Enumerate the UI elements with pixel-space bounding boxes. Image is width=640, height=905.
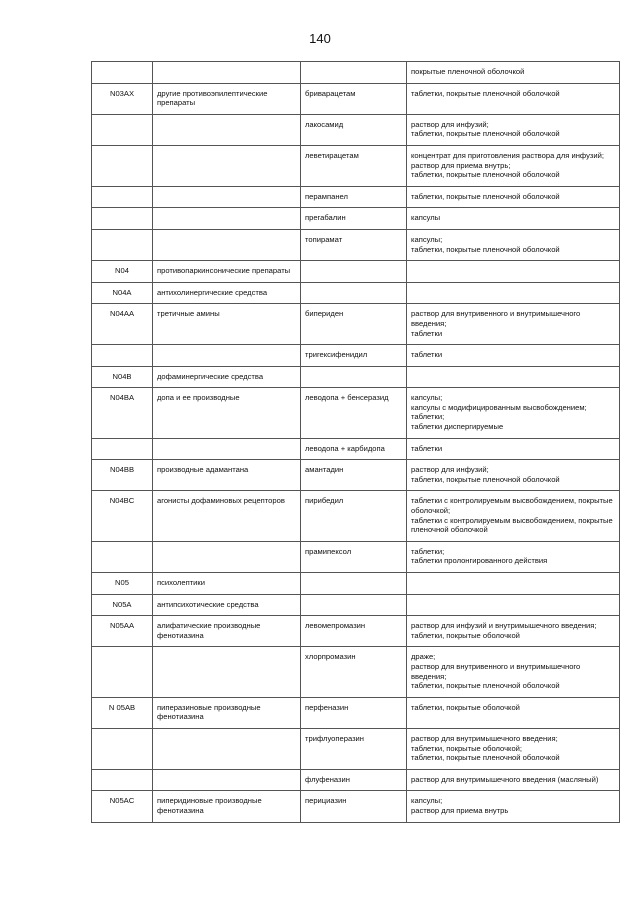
dosage-form-line: капсулы;	[411, 234, 443, 244]
drug-name-cell: хлорпромазин	[301, 647, 407, 697]
drug-name-cell: трифлуоперазин	[301, 728, 407, 769]
table-row	[92, 345, 620, 367]
dosage-form-line: раствор для приема внутрь;	[411, 160, 511, 170]
group-name-cell	[153, 728, 301, 769]
drug-name-cell	[301, 573, 407, 595]
atc-code-cell	[92, 438, 153, 460]
drug-name-cell: леветирацетам	[301, 145, 407, 186]
group-name-cell	[153, 208, 301, 230]
drug-name-cell: перициазин	[301, 791, 407, 822]
dosage-form-line: таблетки, покрытые пленочной оболочкой	[411, 474, 560, 484]
dosage-forms-cell	[407, 438, 620, 460]
dosage-forms-cell	[407, 388, 620, 438]
drug-name-cell: перампанел	[301, 186, 407, 208]
dosage-form-line: таблетки, покрытые оболочкой;	[411, 743, 523, 753]
dosage-form-line: таблетки;	[411, 546, 445, 556]
dosage-form-line: раствор для приема внутрь	[411, 805, 509, 815]
drug-name-cell: перфеназин	[301, 697, 407, 728]
atc-code-cell	[92, 186, 153, 208]
atc-code-cell: N04	[92, 261, 153, 283]
dosage-form-line: таблетки, покрытые пленочной оболочкой	[411, 129, 560, 139]
dosage-form-line: таблетки, покрытые пленочной оболочкой	[411, 170, 560, 180]
dosage-form-line: таблетки, покрытые оболочкой	[411, 630, 520, 640]
dosage-form-line: таблетки	[411, 443, 443, 453]
drug-name-cell	[301, 366, 407, 388]
dosage-forms-cell	[407, 573, 620, 595]
dosage-forms-cell	[407, 345, 620, 367]
atc-code-cell	[92, 208, 153, 230]
table-row	[92, 616, 620, 647]
dosage-forms-cell	[407, 728, 620, 769]
dosage-forms-cell	[407, 83, 620, 114]
group-name-cell	[153, 62, 301, 84]
dosage-form-line: раствор для внутривенного и внутримышечного введения;	[411, 309, 581, 328]
group-name-cell	[153, 145, 301, 186]
dosage-forms-cell	[407, 366, 620, 388]
dosage-form-line: драже;	[411, 652, 436, 662]
table-row	[92, 594, 620, 616]
table-row	[92, 282, 620, 304]
dosage-forms-cell	[407, 114, 620, 145]
drug-name-cell: пирибедил	[301, 491, 407, 541]
group-name-cell	[153, 186, 301, 208]
atc-code-cell	[92, 114, 153, 145]
atc-code-cell: N05	[92, 573, 153, 595]
dosage-form-line: таблетки, покрытые оболочкой	[411, 702, 520, 712]
table-row	[92, 573, 620, 595]
dosage-form-line: таблетки с контролируемым высвобождением, покрытые пленочной оболочкой	[411, 515, 613, 535]
drug-name-cell: флуфеназин	[301, 769, 407, 791]
atc-code-cell	[92, 229, 153, 260]
dosage-forms-cell	[407, 541, 620, 572]
drug-name-cell: левомепромазин	[301, 616, 407, 647]
dosage-form-line: раствор для инфузий;	[411, 119, 489, 129]
dosage-forms-cell	[407, 491, 620, 541]
dosage-forms-cell	[407, 261, 620, 283]
dosage-forms-cell	[407, 769, 620, 791]
dosage-forms-cell	[407, 460, 620, 491]
group-name-cell: другие противоэпилептические препараты	[153, 83, 301, 114]
group-name-cell	[153, 769, 301, 791]
dosage-form-line: раствор для внутривенного и внутримышечного введения;	[411, 661, 581, 681]
group-name-cell: третичные амины	[153, 304, 301, 345]
table-row	[92, 769, 620, 791]
dosage-form-line: таблетки пролонгированного действия	[411, 556, 548, 566]
table-row	[92, 304, 620, 345]
table-row	[92, 62, 620, 84]
dosage-form-line: таблетки, покрытые пленочной оболочкой	[411, 681, 560, 691]
group-name-cell: дофаминергические средства	[153, 366, 301, 388]
atc-code-cell: N03AX	[92, 83, 153, 114]
table-row	[92, 145, 620, 186]
dosage-form-line: капсулы;	[411, 796, 443, 806]
atc-code-cell	[92, 145, 153, 186]
atc-code-cell: N 05AB	[92, 697, 153, 728]
dosage-forms-cell	[407, 186, 620, 208]
atc-code-cell: N05AA	[92, 616, 153, 647]
drug-name-cell: леводопа + карбидопа	[301, 438, 407, 460]
atc-code-cell	[92, 62, 153, 84]
table-row	[92, 229, 620, 260]
atc-code-cell: N04B	[92, 366, 153, 388]
group-name-cell: алифатические производные фенотиазина	[153, 616, 301, 647]
dosage-forms-cell	[407, 304, 620, 345]
table-row	[92, 366, 620, 388]
drug-name-cell	[301, 261, 407, 283]
dosage-forms-cell	[407, 229, 620, 260]
drug-name-cell: леводопа + бенсеразид	[301, 388, 407, 438]
table-row	[92, 541, 620, 572]
group-name-cell	[153, 438, 301, 460]
table-row	[92, 647, 620, 697]
dosage-form-line: капсулы	[411, 213, 441, 223]
dosage-forms-cell	[407, 647, 620, 697]
table-row	[92, 186, 620, 208]
dosage-form-line: таблетки;	[411, 412, 445, 422]
drug-name-cell: тригексифенидил	[301, 345, 407, 367]
drug-name-cell: прамипексол	[301, 541, 407, 572]
dosage-forms-cell	[407, 594, 620, 616]
drug-name-cell: лакосамид	[301, 114, 407, 145]
atc-code-cell	[92, 728, 153, 769]
group-name-cell: пиперидиновые производные фенотиазина	[153, 791, 301, 822]
group-name-cell: противопаркинсонические препараты	[153, 261, 301, 283]
group-name-cell	[153, 541, 301, 572]
dosage-forms-cell	[407, 208, 620, 230]
drug-name-cell: прегабалин	[301, 208, 407, 230]
table-row	[92, 208, 620, 230]
atc-code-cell: N04A	[92, 282, 153, 304]
dosage-form-line: концентрат для приготовления раствора для инфузий;	[411, 150, 604, 160]
dosage-forms-cell	[407, 697, 620, 728]
table-row	[92, 791, 620, 822]
group-name-cell: допа и ее производные	[153, 388, 301, 438]
dosage-form-line: раствор для внутримышечного введения (масляный)	[411, 774, 599, 784]
dosage-forms-cell	[407, 145, 620, 186]
dosage-form-line: капсулы;	[411, 393, 443, 403]
group-name-cell: антипсихотические средства	[153, 594, 301, 616]
dosage-form-line: таблетки, покрытые пленочной оболочкой	[411, 753, 560, 763]
page-number: 140	[309, 31, 331, 46]
atc-code-cell	[92, 345, 153, 367]
group-name-cell	[153, 114, 301, 145]
table-row	[92, 83, 620, 114]
drug-name-cell	[301, 594, 407, 616]
atc-code-cell	[92, 541, 153, 572]
drug-name-cell: амантадин	[301, 460, 407, 491]
table-row	[92, 728, 620, 769]
dosage-forms-cell	[407, 282, 620, 304]
table-body	[92, 62, 620, 823]
dosage-form-line: таблетки, покрытые пленочной оболочкой	[411, 191, 560, 201]
group-name-cell: агонисты дофаминовых рецепторов	[153, 491, 301, 541]
drug-name-cell: бриварацетам	[301, 83, 407, 114]
atc-code-cell	[92, 647, 153, 697]
drug-name-cell: топирамат	[301, 229, 407, 260]
atc-code-cell: N04BA	[92, 388, 153, 438]
drug-name-cell: бипериден	[301, 304, 407, 345]
group-name-cell	[153, 647, 301, 697]
table-row	[92, 491, 620, 541]
table-row	[92, 438, 620, 460]
group-name-cell	[153, 345, 301, 367]
dosage-form-line: раствор для инфузий;	[411, 465, 489, 475]
dosage-form-line: капсулы с модифицированным высвобождением;	[411, 402, 587, 412]
group-name-cell	[153, 229, 301, 260]
table-row	[92, 697, 620, 728]
atc-code-cell	[92, 769, 153, 791]
group-name-cell: психолептики	[153, 573, 301, 595]
dosage-form-line: покрытые пленочной оболочкой	[411, 67, 525, 76]
table-row	[92, 114, 620, 145]
group-name-cell: производные адамантана	[153, 460, 301, 491]
table-row	[92, 460, 620, 491]
table-row	[92, 388, 620, 438]
atc-code-cell: N04AA	[92, 304, 153, 345]
dosage-form-line: раствор для внутримышечного введения;	[411, 733, 558, 743]
drug-name-cell	[301, 62, 407, 84]
group-name-cell: антихолинергические средства	[153, 282, 301, 304]
dosage-form-line: таблетки диспергируемые	[411, 422, 504, 432]
atc-code-cell: N05AC	[92, 791, 153, 822]
atc-code-cell: N04BC	[92, 491, 153, 541]
dosage-form-line: таблетки	[411, 350, 443, 360]
atc-code-cell: N04BB	[92, 460, 153, 491]
dosage-form-line: таблетки	[411, 328, 443, 338]
group-name-cell: пиперазиновые производные фенотиазина	[153, 697, 301, 728]
table-row	[92, 261, 620, 283]
atc-code-cell: N05A	[92, 594, 153, 616]
dosage-forms-cell	[407, 616, 620, 647]
dosage-forms-cell	[407, 62, 620, 84]
dosage-form-line: раствор для инфузий и внутримышечного введения;	[411, 621, 597, 631]
dosage-form-line: таблетки, покрытые пленочной оболочкой	[411, 244, 560, 254]
drug-name-cell	[301, 282, 407, 304]
dosage-form-line: таблетки с контролируемым высвобождением, покрытые оболочкой;	[411, 496, 613, 516]
drug-classification-table	[91, 61, 620, 823]
dosage-form-line: таблетки, покрытые пленочной оболочкой	[411, 88, 560, 98]
dosage-forms-cell	[407, 791, 620, 822]
